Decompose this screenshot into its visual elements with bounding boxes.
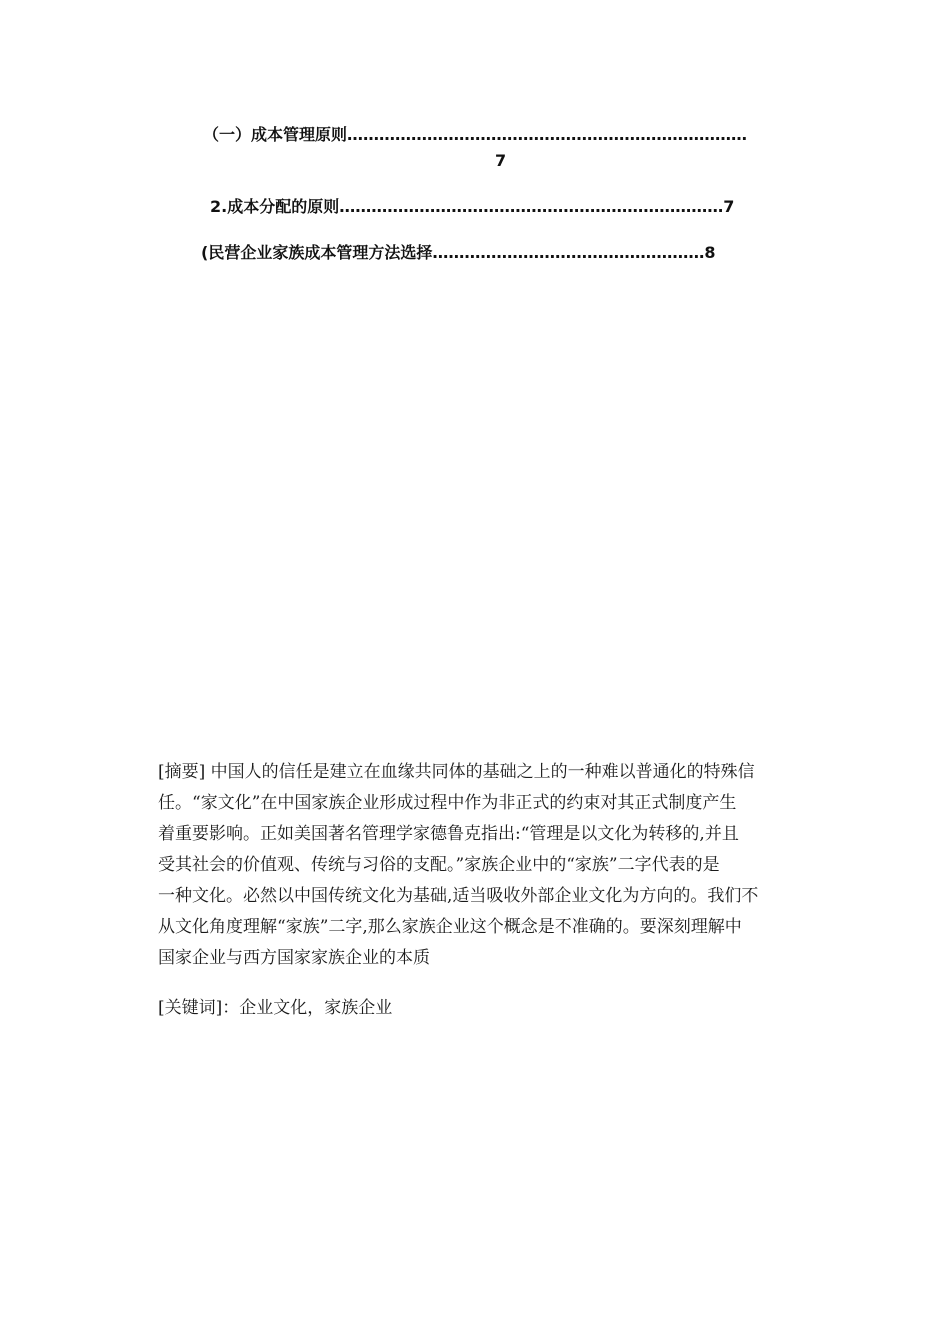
abstract-line-4: 受其社会的价值观、传统与习俗的支配。”家族企业中的“家族”二字代表的是 [158, 855, 720, 875]
abstract-line-1: [摘要] 中国人的信任是建立在血缘共同体的基础之上的一种难以普通化的特殊信 [158, 762, 755, 782]
abstract-line-7: 国家企业与西方国家家族企业的本质 [158, 948, 430, 968]
toc-entry-1-label: （一）成本管理原则 [203, 125, 348, 144]
abstract-line-2: 任。“家文化”在中国家族企业形成过程中作为非正式的约束对其正式制度产生 [158, 793, 737, 813]
abstract [158, 757, 758, 974]
toc-entry-1[interactable] [203, 124, 747, 146]
toc-entry-2-page: 7 [723, 197, 735, 216]
keywords-label: [关键词]： [158, 998, 240, 1018]
toc-entry-2-label: 2.成本分配的原则 [210, 197, 340, 216]
abstract-line-3: 着重要影响。正如美国著名管理学家德鲁克指出:“管理是以文化为转移的,并且 [158, 824, 739, 844]
toc-entry-3-page: 8 [704, 243, 716, 262]
toc-entry-2-leader: ……………………………………………………………… [339, 197, 724, 216]
toc-entry-2[interactable] [210, 196, 734, 218]
abstract-line-6: 从文化角度理解“家族”二字,那么家族企业这个概念是不准确的。要深刻理解中 [158, 917, 742, 937]
keywords-value: 企业文化，家族企业 [239, 998, 393, 1018]
toc-entry-3-leader: …………………………………………… [432, 243, 705, 262]
abstract-line-5: 一种文化。必然以中国传统文化为基础,适当吸收外部企业文化为方向的。我们不 [158, 886, 759, 906]
keywords [158, 995, 392, 1021]
toc-entry-1-page: 7 [495, 151, 507, 170]
toc-entry-3[interactable] [201, 242, 715, 264]
toc-entry-3-label: (民营企业家族成本管理方法选择 [201, 243, 433, 262]
toc-entry-1-leader: ………………………………………………………………… [347, 125, 748, 144]
